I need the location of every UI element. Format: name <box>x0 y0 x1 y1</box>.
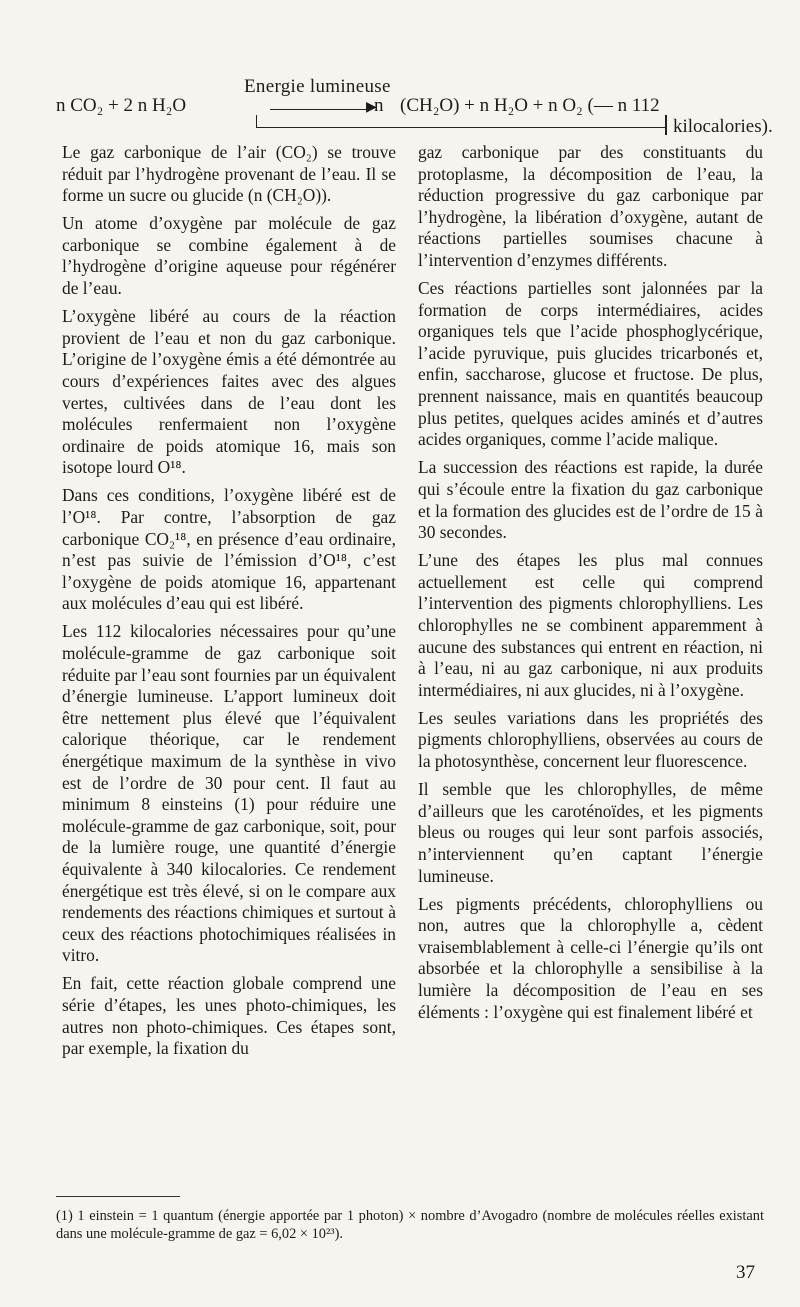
equation-bracket <box>256 127 666 128</box>
paragraph: Un atome d’oxygène par molécule de gaz carbonique se combine également à de l’hydrogène d’origine aqueuse pour régénérer de l’eau. <box>62 213 396 299</box>
paragraph: gaz carbonique par des constituants du protoplasme, la décomposition de l’eau, la réduction progressive du gaz carbonique par l’hydrogène, la libération d’oxygène, autant de réactions partielles soumises chacune à l’intervention d’enzymes différents. <box>418 142 763 270</box>
paragraph: Dans ces conditions, l’oxygène libéré est de l’O¹⁸. Par contre, l’absorption de gaz carbonique CO₂¹⁸, en présence d’eau ordinaire, n’est pas suivie de l’émission d’O¹⁸, c’est l’oxygène de poids atomique 16, appartenant aux molécules d’eau qui est libéré. <box>62 485 396 614</box>
paragraph: Ces réactions partielles sont jalonnées par la formation de corps intermédiaires, acides organiques tels que l’acide phosphoglycérique, l’acide pyruvique, puis glucides tricarbonés et, enfin, saccharose, glucose et fructose. De plus, prennent naissance, mais en quantités beaucoup plus petites, quelques acides aminés et d’autres acides organiques, comme l’acide malique. <box>418 278 763 450</box>
paragraph: L’oxygène libéré au cours de la réaction provient de l’eau et non du gaz carbonique. L’origine de l’oxygène émis a été démontrée au cours d’expériences faites avec des algues vertes, cultivées dans de l’eau dont les molécules renfermaient non l’oxygène ordinaire de poids atomique 16, mais son isotope lourd O¹⁸. <box>62 306 396 478</box>
paragraph: Il semble que les chlorophylles, de même d’ailleurs que les caroténoïdes, et les pigments bleus ou rouges qui leur sont parfois associés, n’interviennent qu’en captant l’énergie lumineuse. <box>418 779 763 886</box>
paragraph: L’une des étapes les plus mal connues actuellement est celle qui comprend l’intervention des pigments chlorophylliens. Les chlorophylles ne se combinent apparemment à aucune des substances qui entrent en réaction, ni à l’eau, ni au gaz carbonique, ni aux produits intermédiaires, ni aux glucides, ni à l’oxygène. <box>418 550 763 700</box>
left-column <box>62 142 396 1066</box>
paragraph: En fait, cette réaction globale comprend une série d’étapes, les unes photo-chimiques, les autres non photo-chimiques. Ces étapes sont, par exemple, la fixation du <box>62 973 396 1059</box>
paragraph: Le gaz carbonique de l’air (CO₂) se trouve réduit par l’hydrogène provenant de l’eau. Il se forme un sucre ou glucide (n (CH₂O)). <box>62 142 396 206</box>
paragraph: Les seules variations dans les propriétés des pigments chlorophylliens, observées au cours de la photosynthèse, concernent leur fluorescence. <box>418 707 763 772</box>
equation-bracket-right <box>665 115 667 135</box>
paragraph: Les 112 kilocalories nécessaires pour qu’une molécule-gramme de gaz carbonique soit réduite par l’eau sont fournies par un équivalent d’énergie lumineuse. L’apport lumineux doit être nettement plus élevé que l’équivalent calorique théorique, car le rendement énergétique maximum de la synthèse in vivo est de l’ordre de 30 pour cent. Il faut au minimum 8 einsteins (1) pour réduire une molécule-gramme de gaz carbonique, soit, pour de la lumière rouge, une quantité d’énergie équivalente à 340 kilocalories. Ce rendement énergétique est très élevé, si on le compare aux rendements des réactions chimiques et surtout à ceux des réactions photochimiques réalisées in vitro. <box>62 621 396 966</box>
equation-kcal: kilocalories). <box>673 116 773 137</box>
right-column <box>418 142 763 1030</box>
equation-label: Energie lumineuse <box>244 76 391 97</box>
arrow-head-icon: ▶ <box>366 100 377 115</box>
reaction-arrow <box>270 109 370 110</box>
paragraph: La succession des réactions est rapide, la durée qui s’écoule entre la fixation du gaz carbonique et la formation des glucides est de l’ordre de 15 à 30 secondes. <box>418 457 763 543</box>
equation-arrow-n: n <box>374 95 384 116</box>
paragraph: Les pigments précédents, chlorophylliens ou non, autres que la chlorophylle a, cèdent vraisemblablement à celle-ci l’énergie qu’ils ont absorbée et la chlorophylle a sensibilise à la lumière la décomposition de l’eau en ses éléments : l’oxygène qui est finalement libéré et <box>418 893 763 1022</box>
equation-right: (CH₂O) + n H₂O + n O₂ (— n 112 <box>400 95 660 116</box>
page-number: 37 <box>736 1262 755 1283</box>
footnote-rule <box>56 1196 180 1197</box>
equation-left: n CO₂ + 2 n H₂O <box>56 95 187 116</box>
equation-bracket-left <box>256 115 257 127</box>
footnote: (1) 1 einstein = 1 quantum (énergie apportée par 1 photon) × nombre d’Avogadro (nombre de molécules réelles existant dans une molécule-gramme de gaz = 6,02 × 10²³). <box>56 1208 764 1242</box>
